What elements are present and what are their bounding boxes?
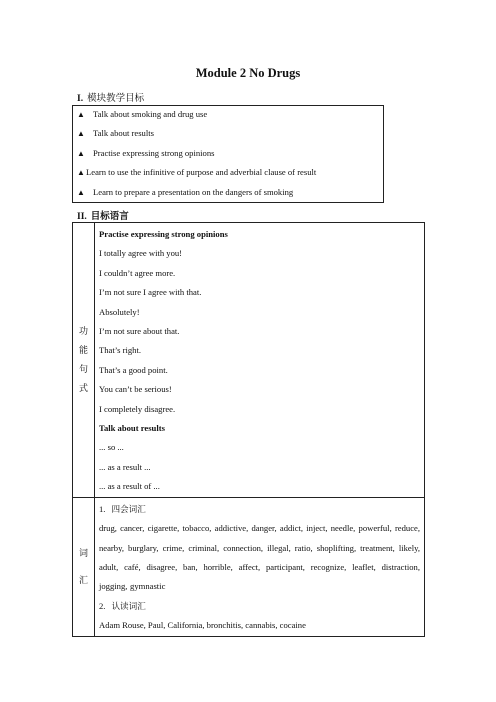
functions-row	[73, 223, 425, 498]
function-phrase: Absolutely!	[99, 306, 140, 317]
result-phrase: ... as a result of ...	[99, 481, 160, 492]
function-phrase: That’s a good point.	[99, 364, 168, 375]
vocab-part2-heading: 2. 认读词汇	[99, 600, 146, 611]
triangle-bullet-icon: ▲	[77, 188, 85, 197]
section2-number: II.	[77, 212, 87, 222]
vocabulary-content	[95, 497, 425, 636]
function-phrase: I’m not sure about that.	[99, 326, 180, 337]
function-phrase: I totally agree with you!	[99, 248, 183, 259]
vocab-part1-words: drug, cancer, cigarette, tobacco, addictive, danger, addict, inject, needle, powerful, reduce, nearby, burglary, crime, criminal, connection, illegal, ratio, shoplifting, treatment, likely, adult, café, disagree, ban, horrible, affect, participant, recognize, leaflet, distraction, jogging, gymnastic	[99, 523, 420, 592]
goal-item	[77, 148, 215, 158]
section1-number: I.	[77, 94, 84, 104]
goal-item	[77, 187, 293, 197]
goal-text: Learn to use the infinitive of purpose and adverbial clause of result	[86, 167, 317, 177]
goal-item	[77, 128, 154, 138]
goal-item	[77, 109, 207, 119]
section2-heading	[77, 208, 129, 222]
section2-title: 目标语言	[90, 212, 129, 222]
vocab-part1-heading: 1. 四会词汇	[99, 503, 146, 514]
goal-text: Talk about smoking and drug use	[93, 109, 208, 119]
goals-box	[72, 105, 384, 203]
goal-text: Practise expressing strong opinions	[93, 148, 215, 158]
function-phrase: I couldn’t agree more.	[99, 267, 176, 278]
section1-heading	[77, 90, 144, 104]
function-phrase: You can’t be serious!	[99, 384, 172, 395]
function-phrase: I’m not sure I agree with that.	[99, 287, 202, 298]
triangle-bullet-icon: ▲	[77, 129, 85, 138]
result-phrase: ... as a result ...	[99, 461, 151, 472]
function-heading: Talk about results	[99, 423, 165, 434]
function-phrase: I completely disagree.	[99, 403, 176, 414]
function-heading: Practise expressing strong opinions	[99, 229, 228, 239]
goal-item	[77, 167, 316, 177]
triangle-bullet-icon: ▲	[77, 149, 85, 158]
functions-content	[95, 223, 425, 498]
result-phrase: ... so ...	[99, 442, 124, 453]
goal-text: Learn to prepare a presentation on the dangers of smoking	[93, 187, 294, 197]
vocabulary-row	[73, 497, 425, 636]
page-title: Module 2 No Drugs	[195, 66, 301, 80]
vocab-part2-words: Adam Rouse, Paul, California, bronchitis, cannabis, cocaine	[99, 620, 306, 631]
vocabulary-label: 词 汇	[73, 497, 95, 636]
function-phrase: That’s right.	[99, 345, 142, 356]
functions-label: 功 能 句 式	[73, 223, 95, 498]
target-language-table	[72, 222, 425, 637]
goal-text: Talk about results	[93, 128, 154, 138]
triangle-bullet-icon: ▲	[77, 110, 85, 119]
section1-title: 模块教学目标	[87, 94, 145, 104]
triangle-bullet-icon: ▲	[77, 168, 85, 177]
